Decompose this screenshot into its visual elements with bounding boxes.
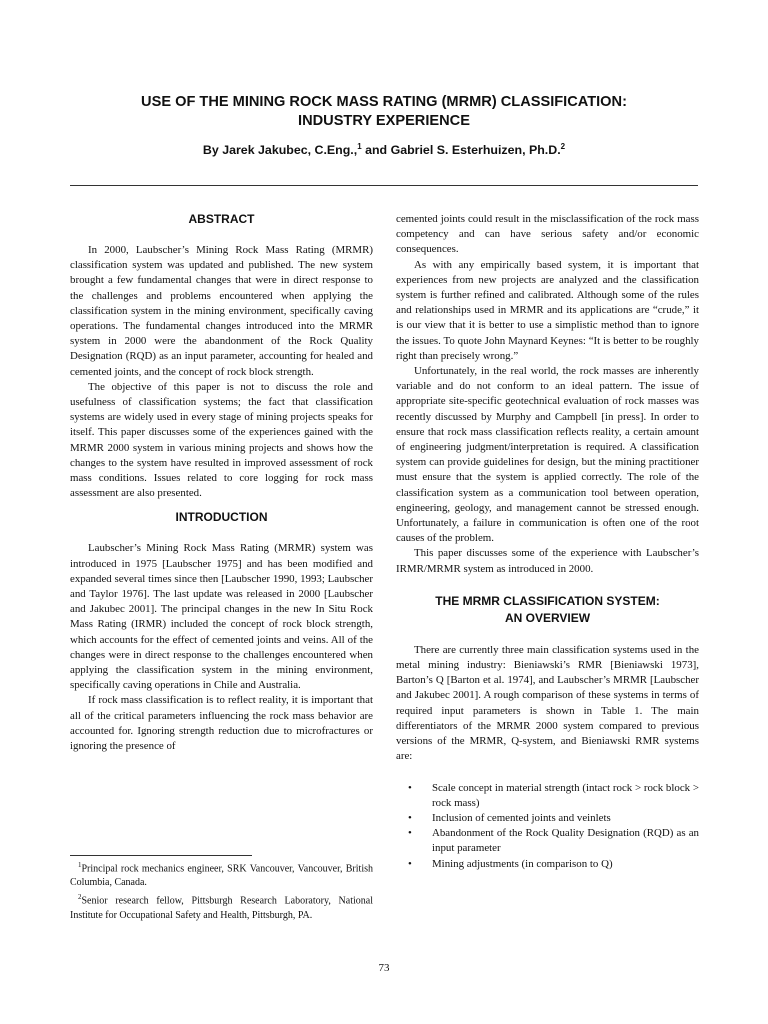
list-item-text: Inclusion of cemented joints and veinlets xyxy=(432,811,611,824)
author-1-footnote-mark: 1 xyxy=(357,142,362,151)
author-1: Jarek Jakubec, C.Eng., xyxy=(222,143,358,158)
body-paragraph-2: As with any empirically based system, it is important that experiences from new projects are analyzed and the classification system is further refined and calibrated. Although some of the rules and relationships used in MRMR and its applications are “crude,” it is our view that it is better to use a simplistic method than to ignore the issues. To quote John Maynard Keynes: “It is better to be roughly right than precisely wrong.” xyxy=(396,258,699,362)
introduction-heading: INTRODUCTION xyxy=(175,510,268,525)
body-paragraph-continued: cemented joints could result in the misclassification of the rock mass competency and can have serious safety and/or economic consequences. xyxy=(396,213,699,256)
title-line-2: INDUSTRY EXPERIENCE xyxy=(298,113,470,129)
header-divider xyxy=(70,185,698,186)
footnote-divider xyxy=(70,855,252,856)
abstract-paragraph-1: In 2000, Laubscher’s Mining Rock Mass Rating (MRMR) classification system was updated and published. The new system brought a few fundamental changes that were in direct response to the challenges and problems encountered when applying the classification system in the mining environment, specifically caving operations. The fundamental changes introduced into the MRMR system in 2000 were the abandonment of the Rock Quality Designation (RQD) as an input parameter, accounting for healed and cemented joints, and the concept of rock block strength. xyxy=(70,244,373,378)
author-byline xyxy=(60,142,708,157)
page-number: 73 xyxy=(378,962,390,974)
list-item xyxy=(396,826,699,856)
mrmr-section-heading xyxy=(396,593,699,627)
footnote-1 xyxy=(70,858,373,890)
mrmr-heading-line-1: THE MRMR CLASSIFICATION SYSTEM: xyxy=(435,593,660,608)
body-paragraph-3: Unfortunately, in the real world, the rock masses are inherently variable and do not conform to an ideal pattern. The issue of appropriate site-specific geotechnical evaluation of rock masses was recently discussed by Murphy and Campbell [in press]. In order to ensure that rock mass classification reflects reality, a certain amount of engineering judgment/interpretation is required. A classification system can provide guidelines for design, but the mining practitioner must ensure that the system is applied correctly. The role of the classification system as a communication tool between operation, engineering, geology, and management cannot be stressed enough. Unfortunately, a failure in communication is often one of the root causes of the problem. xyxy=(396,365,699,545)
footnote-1-mark: 1 xyxy=(78,861,82,869)
abstract-heading: ABSTRACT xyxy=(188,212,255,226)
footnote-2 xyxy=(70,890,373,922)
footnotes xyxy=(70,858,373,923)
footnote-1-text: Principal rock mechanics engineer, SRK Vancouver, Vancouver, British Columbia, Canada. xyxy=(70,863,373,889)
introduction-paragraph-2: If rock mass classification is to reflect reality, it is important that all of the critical parameters influencing the rock mass behavior are accounted for. Ignoring strength reduction due to microfractures or ignoring the presence of xyxy=(70,694,373,753)
list-item xyxy=(396,811,699,826)
left-column xyxy=(70,211,373,754)
abstract-paragraph-2: The objective of this paper is not to discuss the role and usefulness of classification systems; the fact that classification systems are widely used in every stage of mining projects speaks for itself. This paper discusses some of the experiences gained with the MRMR 2000 system in various mining projects and shows how the changes to the system have resulted in improved assessment of rock mass conditions. Issues related to core logging for rock mass assessment are also presented. xyxy=(70,380,373,500)
list-item-text: Scale concept in material strength (intact rock > rock block > rock mass) xyxy=(432,781,699,809)
list-item xyxy=(396,781,699,811)
list-item-text: Mining adjustments (in comparison to Q) xyxy=(432,857,613,870)
byline-connector: and xyxy=(361,143,391,158)
body-paragraph-4: This paper discusses some of the experience with Laubscher’s IRMR/MRMR system as introduced in 2000. xyxy=(396,547,699,575)
bullet-icon: • xyxy=(408,781,412,794)
author-2-footnote-mark: 2 xyxy=(560,142,566,151)
bullet-icon: • xyxy=(408,827,412,840)
mrmr-paragraph: There are currently three main classification systems used in the metal mining industry: Bieniawski’s RMR [Bieniawski 1973], Barton’s Q [Barton et al. 1974], and Laubscher’s MRMR [Laubscher and Jakubec 2001]. A rough comparison of these systems in terms of required input parameters is shown in Table 1. The main differentiators of the MRMR 2000 system compared to previous versions of the MRMR, Q-system, and Bieniawski RMR systems are: xyxy=(396,643,699,763)
differentiators-list xyxy=(396,781,699,872)
footnote-2-text: Senior research fellow, Pittsburgh Research Laboratory, National Institute for Occupational Safety and Health, Pittsburgh, PA. xyxy=(70,895,373,921)
list-item xyxy=(396,857,699,872)
introduction-paragraph-1: Laubscher’s Mining Rock Mass Rating (MRMR) system was introduced in 1975 [Laubscher 1975] and has been modified and expanded several times since then [Laubscher 1990, 1993; Laubscher and Taylor 1976]. The last update was released in 2000 [Laubscher and Jakubec 2001]. The principal changes in the new In Situ Rock Mass Rating (IRMR) included the concept of rock block strength, which accounts for the effect of cemented joints and veins. All of the changes were in direct response to the challenges encountered when applying the classification system in the mining environment, specifically caving operations in Chile and Australia. xyxy=(70,542,373,692)
mrmr-heading-line-2: AN OVERVIEW xyxy=(504,610,591,625)
bullet-icon: • xyxy=(408,857,412,870)
author-2: Gabriel S. Esterhuizen, Ph.D. xyxy=(390,143,561,158)
title-line-1: USE OF THE MINING ROCK MASS RATING (MRMR) CLASSIFICATION: xyxy=(141,94,627,110)
paper-title xyxy=(60,93,708,131)
byline-prefix: By xyxy=(202,143,223,158)
footnote-2-mark: 2 xyxy=(78,893,82,902)
bullet-icon: • xyxy=(408,811,412,824)
right-column xyxy=(396,212,699,872)
list-item-text: Abandonment of the Rock Quality Designation (RQD) as an input parameter xyxy=(432,827,699,855)
